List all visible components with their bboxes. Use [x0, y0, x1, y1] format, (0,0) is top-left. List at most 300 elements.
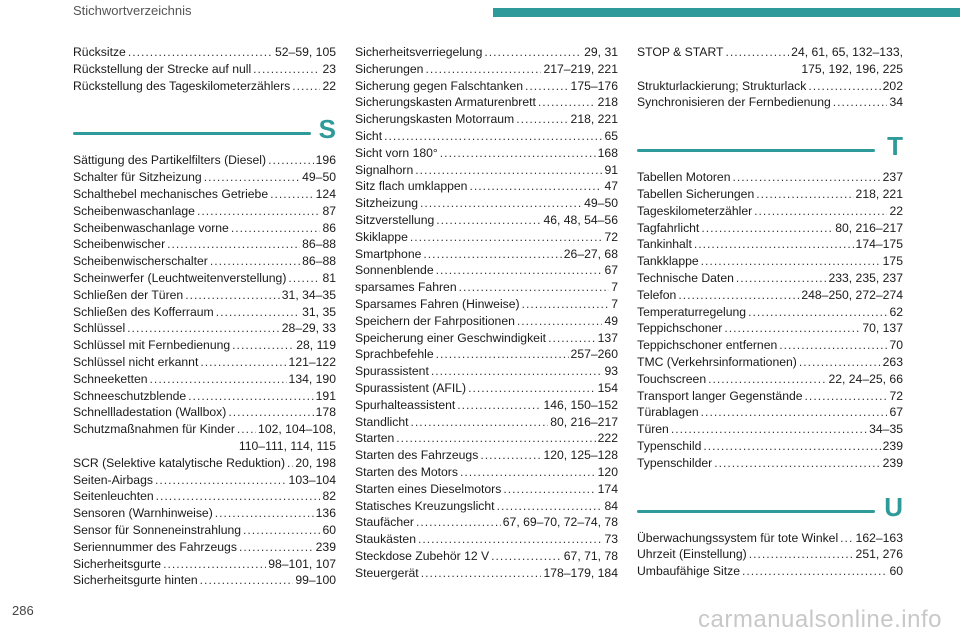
index-entry	[637, 530, 903, 547]
index-term: Sicht vorn 180°	[355, 145, 438, 160]
index-term: Schutzmaßnahmen für Kinder	[73, 422, 235, 437]
page-reference: 168	[597, 145, 618, 160]
page-reference: 86	[322, 220, 336, 235]
page-reference: 257–260	[570, 347, 618, 362]
index-term: Schließen des Kofferraum	[73, 304, 214, 319]
index-term: Scheibenwaschanlage	[73, 203, 195, 218]
dot-leader	[671, 421, 867, 438]
index-term: Scheibenwaschanlage vorne	[73, 220, 229, 235]
index-entry	[637, 270, 903, 287]
dot-leader	[736, 270, 827, 287]
index-entry	[73, 236, 336, 253]
dot-leader	[163, 556, 266, 573]
index-column-1	[73, 44, 336, 589]
index-term: Seitenleuchten	[73, 489, 154, 504]
page-reference: 86–88	[302, 237, 336, 252]
index-term: Starten des Motors	[355, 464, 458, 479]
page-reference: 120, 125–128	[543, 448, 618, 463]
index-term: Spurassistent	[355, 364, 429, 379]
page-reference: 67, 71, 78	[563, 548, 618, 563]
index-entry	[73, 304, 336, 321]
page-reference: 102, 104–108,	[258, 422, 336, 437]
index-term: Schlüssel mit Fernbedienung	[73, 338, 231, 353]
dot-leader	[210, 253, 300, 270]
index-term: Starten	[355, 431, 395, 446]
page-reference: 82	[322, 489, 336, 504]
dot-leader	[411, 414, 549, 431]
index-entry	[73, 505, 336, 522]
dot-leader	[497, 498, 603, 515]
index-entry	[355, 212, 618, 229]
page-reference: 217–219, 221	[543, 61, 618, 76]
dot-leader	[749, 546, 854, 563]
dot-leader	[231, 220, 321, 237]
index-entry	[637, 354, 903, 371]
index-entry	[73, 421, 336, 438]
index-term: Tankklappe	[637, 254, 699, 269]
dot-leader	[491, 548, 562, 565]
page-reference-continued: 175, 192, 196, 225	[801, 61, 903, 76]
dot-leader	[708, 371, 826, 388]
index-term: Sicherheitsverriegelung	[355, 45, 483, 59]
page-reference: 218	[597, 95, 618, 110]
index-term: Sensor für Sonneneinstrahlung	[73, 522, 242, 537]
page-reference: 103–104	[288, 472, 336, 487]
dot-leader	[484, 44, 582, 61]
dot-leader	[459, 279, 610, 296]
section-title: Stichwortverzeichnis	[73, 3, 192, 18]
page-reference: 218, 221	[855, 186, 903, 201]
index-term: Tankinhalt	[637, 237, 692, 252]
dot-leader	[748, 304, 887, 321]
dot-leader	[525, 78, 569, 95]
page-reference: 31, 35	[302, 304, 336, 319]
dot-leader	[436, 212, 541, 229]
index-term: Sicherungskasten Motorraum	[355, 112, 515, 127]
index-entry	[73, 270, 336, 287]
dot-leader	[469, 178, 602, 195]
index-entry	[355, 78, 618, 95]
index-term: Sättigung des Partikelfilters (Diesel)	[73, 153, 267, 168]
index-term: Statisches Kreuzungslicht	[355, 498, 495, 513]
index-entry	[355, 548, 618, 565]
index-term: Strukturlackierung; Strukturlack	[637, 78, 807, 93]
index-term: Scheinwerfer (Leuchtweitenverstellung)	[73, 270, 287, 285]
dot-leader	[268, 152, 314, 169]
index-entry	[355, 514, 618, 531]
dot-leader	[200, 572, 294, 589]
page-reference: 136	[315, 506, 336, 521]
dot-leader	[833, 94, 888, 111]
page-reference: 23	[322, 61, 336, 76]
index-term: Türablagen	[637, 405, 699, 420]
section-letter: S	[318, 114, 336, 145]
index-term: Telefon	[637, 287, 677, 302]
index-entry	[73, 539, 336, 556]
index-term: Rückstellung der Strecke auf null	[73, 61, 252, 76]
dot-leader	[228, 404, 313, 421]
index-term: Schneeschutzblende	[73, 388, 187, 403]
page-reference: 191	[315, 388, 336, 403]
index-term: Rücksitze	[73, 45, 126, 59]
index-entry	[355, 330, 618, 347]
index-term: sparsames Fahren	[355, 280, 457, 295]
dot-leader	[128, 44, 273, 61]
page-reference: 86–88	[302, 254, 336, 269]
index-term: Temperaturregelung	[637, 304, 747, 319]
dot-leader	[425, 61, 541, 78]
page-reference: 175–176	[570, 78, 618, 93]
index-entry	[637, 388, 903, 405]
index-term: Rückstellung des Tageskilometerzählers	[73, 78, 291, 93]
page-reference: 52–59, 105	[275, 45, 336, 59]
dot-leader	[799, 354, 881, 371]
dot-leader	[724, 320, 860, 337]
page-reference: 98–101, 107	[268, 556, 336, 571]
index-entry	[355, 195, 618, 212]
index-entry	[73, 220, 336, 237]
index-term: Tabellen Motoren	[637, 170, 731, 185]
index-entry	[73, 488, 336, 505]
index-entry	[637, 371, 903, 388]
dot-leader	[216, 304, 300, 321]
page-reference: 22	[889, 203, 903, 218]
index-entry	[355, 262, 618, 279]
dot-leader	[200, 354, 286, 371]
index-term: Sicherungen	[355, 61, 424, 76]
page-reference: 174–175	[855, 237, 903, 252]
index-entry	[355, 430, 618, 447]
index-term: STOP & START	[637, 45, 724, 59]
dot-leader	[155, 472, 287, 489]
index-term: Typenschilder	[637, 455, 713, 470]
index-entry	[637, 337, 903, 354]
index-entry	[73, 253, 336, 270]
dot-leader	[287, 455, 293, 472]
page-reference: 175	[882, 254, 903, 269]
section-divider	[73, 132, 311, 135]
index-entry	[355, 229, 618, 246]
page-reference: 251, 276	[855, 547, 903, 562]
page-reference: 49–50	[302, 170, 336, 185]
index-entry	[637, 203, 903, 220]
dot-leader	[694, 236, 854, 253]
page-reference: 120	[597, 464, 618, 479]
page-reference: 29, 31	[584, 45, 618, 59]
index-term: Staufächer	[355, 515, 414, 530]
index-entry	[73, 320, 336, 337]
index-entry	[73, 522, 336, 539]
index-term: Schließen der Türen	[73, 287, 184, 302]
index-term: Standlicht	[355, 414, 409, 429]
dot-leader	[292, 78, 320, 95]
dot-leader	[288, 270, 320, 287]
page-reference: 70, 137	[862, 321, 903, 336]
page-reference: 91	[604, 162, 618, 177]
index-term: Seiten-Airbags	[73, 472, 153, 487]
page-reference: 178	[315, 405, 336, 420]
dot-leader	[548, 330, 596, 347]
dot-leader	[468, 380, 596, 397]
page-reference: 46, 48, 54–56	[543, 212, 618, 227]
dot-leader	[232, 337, 294, 354]
index-entry	[637, 404, 903, 421]
index-term: Teppichschoner	[637, 321, 723, 336]
dot-leader	[779, 337, 887, 354]
page-reference: 154	[597, 380, 618, 395]
index-term: Sicherung gegen Falschtanken	[355, 78, 524, 93]
index-term: Überwachungssystem für tote Winkel	[637, 530, 839, 545]
index-term: Schalthebel mechanisches Getriebe	[73, 186, 269, 201]
dot-leader	[460, 464, 596, 481]
page-reference: 99–100	[295, 573, 336, 588]
index-entry	[637, 253, 903, 270]
dot-leader	[703, 438, 880, 455]
dot-leader	[127, 320, 280, 337]
dot-leader	[420, 195, 582, 212]
index-entry	[637, 287, 903, 304]
index-term: TMC (Verkehrsinformationen)	[637, 354, 797, 369]
section-letter: T	[887, 131, 903, 162]
index-term: SCR (Selektive katalytische Reduktion)	[73, 455, 286, 470]
index-entry	[73, 61, 336, 78]
dot-leader	[538, 94, 596, 111]
dot-leader	[742, 563, 887, 580]
section-header-t	[637, 121, 903, 165]
page-reference: 72	[889, 388, 903, 403]
page-reference: 24, 61, 65, 132–133,	[791, 45, 903, 59]
index-entry	[355, 397, 618, 414]
index-entry	[637, 421, 903, 438]
watermark: carmanualsonline.info	[698, 606, 942, 633]
index-entry	[355, 531, 618, 548]
dot-leader	[188, 388, 313, 405]
index-term: Tabellen Sicherungen	[637, 186, 755, 201]
index-term: Speicherung einer Geschwindigkeit	[355, 330, 547, 345]
page-reference: 22, 24–25, 66	[828, 371, 903, 386]
page-reference: 178–179, 184	[543, 565, 618, 580]
dot-leader	[243, 522, 320, 539]
index-entry	[73, 388, 336, 405]
index-entry	[355, 111, 618, 128]
index-term: Synchronisieren der Fernbedienung	[637, 95, 831, 110]
page-reference: 22	[322, 78, 336, 93]
index-term: Schlüssel	[73, 321, 126, 336]
index-entry	[637, 546, 903, 563]
index-term: Sicherungskasten Armaturenbrett	[355, 95, 536, 110]
dot-leader	[384, 128, 602, 145]
section-header-u	[637, 482, 903, 526]
dot-leader	[204, 169, 300, 186]
dot-leader	[756, 186, 853, 203]
index-entry	[637, 78, 903, 95]
index-term: Tageskilometerzähler	[637, 203, 753, 218]
index-term: Steuergerät	[355, 565, 419, 580]
page-reference: 233, 235, 237	[828, 270, 903, 285]
index-entry	[355, 178, 618, 195]
index-term: Smartphone	[355, 246, 422, 261]
page-reference: 67, 69–70, 72–74, 78	[502, 515, 618, 530]
index-term: Sitzverstellung	[355, 212, 435, 227]
index-entry	[73, 337, 336, 354]
dot-leader	[714, 455, 880, 472]
dot-leader	[185, 287, 280, 304]
page-reference: 28–29, 33	[281, 321, 336, 336]
page-reference: 31, 34–35	[281, 287, 336, 302]
page-reference: 134, 190	[288, 371, 336, 386]
page-reference: 70	[889, 338, 903, 353]
page-reference: 47	[604, 179, 618, 194]
page-number: 286	[12, 603, 34, 618]
page-reference: 121–122	[288, 354, 336, 369]
page-reference: 146, 150–152	[543, 397, 618, 412]
dot-leader	[701, 404, 888, 421]
index-entry	[73, 287, 336, 304]
page-reference-continued: 110–111, 114, 115	[238, 438, 336, 453]
dot-leader	[167, 236, 300, 253]
page-reference: 239	[882, 438, 903, 453]
page-reference: 49	[604, 313, 618, 328]
page-reference: 34	[889, 95, 903, 110]
index-entry	[355, 44, 618, 61]
index-entry	[355, 363, 618, 380]
page-reference: 49–50	[584, 196, 618, 211]
index-term: Touchscreen	[637, 371, 707, 386]
page-reference: 124	[315, 186, 336, 201]
page-reference: 196	[315, 153, 336, 168]
index-entry	[637, 186, 903, 203]
index-entry	[355, 145, 618, 162]
index-entry	[355, 481, 618, 498]
index-term: Signalhorn	[355, 162, 414, 177]
page-reference: 65	[604, 128, 618, 143]
page-reference: 20, 198	[295, 455, 336, 470]
dot-leader	[480, 447, 541, 464]
index-term: Schalter für Sitzheizung	[73, 170, 202, 185]
index-entry	[73, 152, 336, 169]
dot-leader	[701, 253, 881, 270]
index-entry	[73, 203, 336, 220]
page-reference: 72	[604, 229, 618, 244]
index-entry	[355, 498, 618, 515]
dot-leader	[522, 296, 610, 313]
index-term: Sensoren (Warnhinweise)	[73, 506, 213, 521]
dot-leader	[253, 61, 320, 78]
index-term: Seriennummer des Fahrzeugs	[73, 539, 237, 554]
index-term: Scheibenwischer	[73, 237, 166, 252]
page-reference: 34–35	[869, 422, 903, 437]
dot-leader	[270, 186, 314, 203]
index-term: Umbaufähige Sitze	[637, 564, 740, 579]
section-divider	[637, 510, 875, 513]
dot-leader	[440, 145, 596, 162]
dot-leader	[431, 363, 603, 380]
dot-leader	[517, 313, 603, 330]
dot-leader	[516, 111, 568, 128]
index-term: Türen	[637, 422, 669, 437]
index-entry	[355, 313, 618, 330]
index-entry	[355, 162, 618, 179]
index-entry	[355, 464, 618, 481]
page-reference: 87	[322, 203, 336, 218]
dot-leader	[503, 481, 595, 498]
page-reference: 222	[597, 431, 618, 446]
index-term: Spurhalteassistent	[355, 397, 456, 412]
index-entry	[637, 236, 903, 253]
index-entry	[355, 246, 618, 263]
page-reference: 67	[889, 405, 903, 420]
dot-leader	[423, 246, 561, 263]
dot-leader	[436, 262, 603, 279]
dot-leader	[237, 421, 256, 438]
dot-leader	[215, 505, 314, 522]
index-entry	[355, 128, 618, 145]
index-entry	[73, 354, 336, 371]
index-term: Teppichschoner entfernen	[637, 338, 778, 353]
page-reference: 239	[882, 455, 903, 470]
index-entry	[73, 556, 336, 573]
index-entry	[355, 279, 618, 296]
section-header-s	[73, 104, 336, 148]
index-entry	[73, 472, 336, 489]
index-column-3	[637, 44, 903, 580]
index-term: Spurassistent (AFIL)	[355, 380, 467, 395]
dot-leader	[457, 397, 541, 414]
index-term: Sonnenblende	[355, 263, 434, 278]
page-reference: 60	[889, 564, 903, 579]
section-letter: U	[884, 491, 903, 522]
dot-leader	[416, 514, 501, 531]
page-reference: 60	[322, 522, 336, 537]
index-term: Typenschild	[637, 438, 702, 453]
index-term: Skiklappe	[355, 229, 408, 244]
index-entry	[637, 455, 903, 472]
index-entry	[355, 565, 618, 582]
index-term: Sicherheitsgurte hinten	[73, 573, 198, 588]
page-reference: 162–163	[855, 530, 903, 545]
index-entry	[637, 438, 903, 455]
index-entry	[355, 447, 618, 464]
page-reference: 84	[604, 498, 618, 513]
index-term: Scheibenwischerschalter	[73, 254, 208, 269]
page-reference: 218, 221	[570, 112, 618, 127]
index-entry	[73, 572, 336, 589]
dot-leader	[150, 371, 287, 388]
page-reference: 80, 216–217	[835, 220, 903, 235]
index-term: Starten des Fahrzeugs	[355, 448, 479, 463]
index-entry	[73, 169, 336, 186]
header-accent-bar	[493, 8, 960, 17]
index-term: Sitz flach umklappen	[355, 179, 468, 194]
dot-leader	[197, 203, 320, 220]
page-reference: 239	[315, 539, 336, 554]
page-reference: 174	[597, 481, 618, 496]
index-column-2	[355, 44, 618, 582]
index-term: Sparsames Fahren (Hinweise)	[355, 296, 520, 311]
dot-leader	[725, 44, 789, 61]
dot-leader	[733, 169, 881, 186]
index-entry	[355, 296, 618, 313]
index-term: Sicht	[355, 128, 383, 143]
index-entry	[73, 44, 336, 61]
page-reference: 237	[882, 170, 903, 185]
dot-leader	[396, 430, 595, 447]
index-term: Sicherheitsgurte	[73, 556, 162, 571]
index-term: Speichern der Fahrpositionen	[355, 313, 515, 328]
index-term: Schlüssel nicht erkannt	[73, 354, 199, 369]
index-entry	[73, 371, 336, 388]
index-term: Transport langer Gegenstände	[637, 388, 803, 403]
